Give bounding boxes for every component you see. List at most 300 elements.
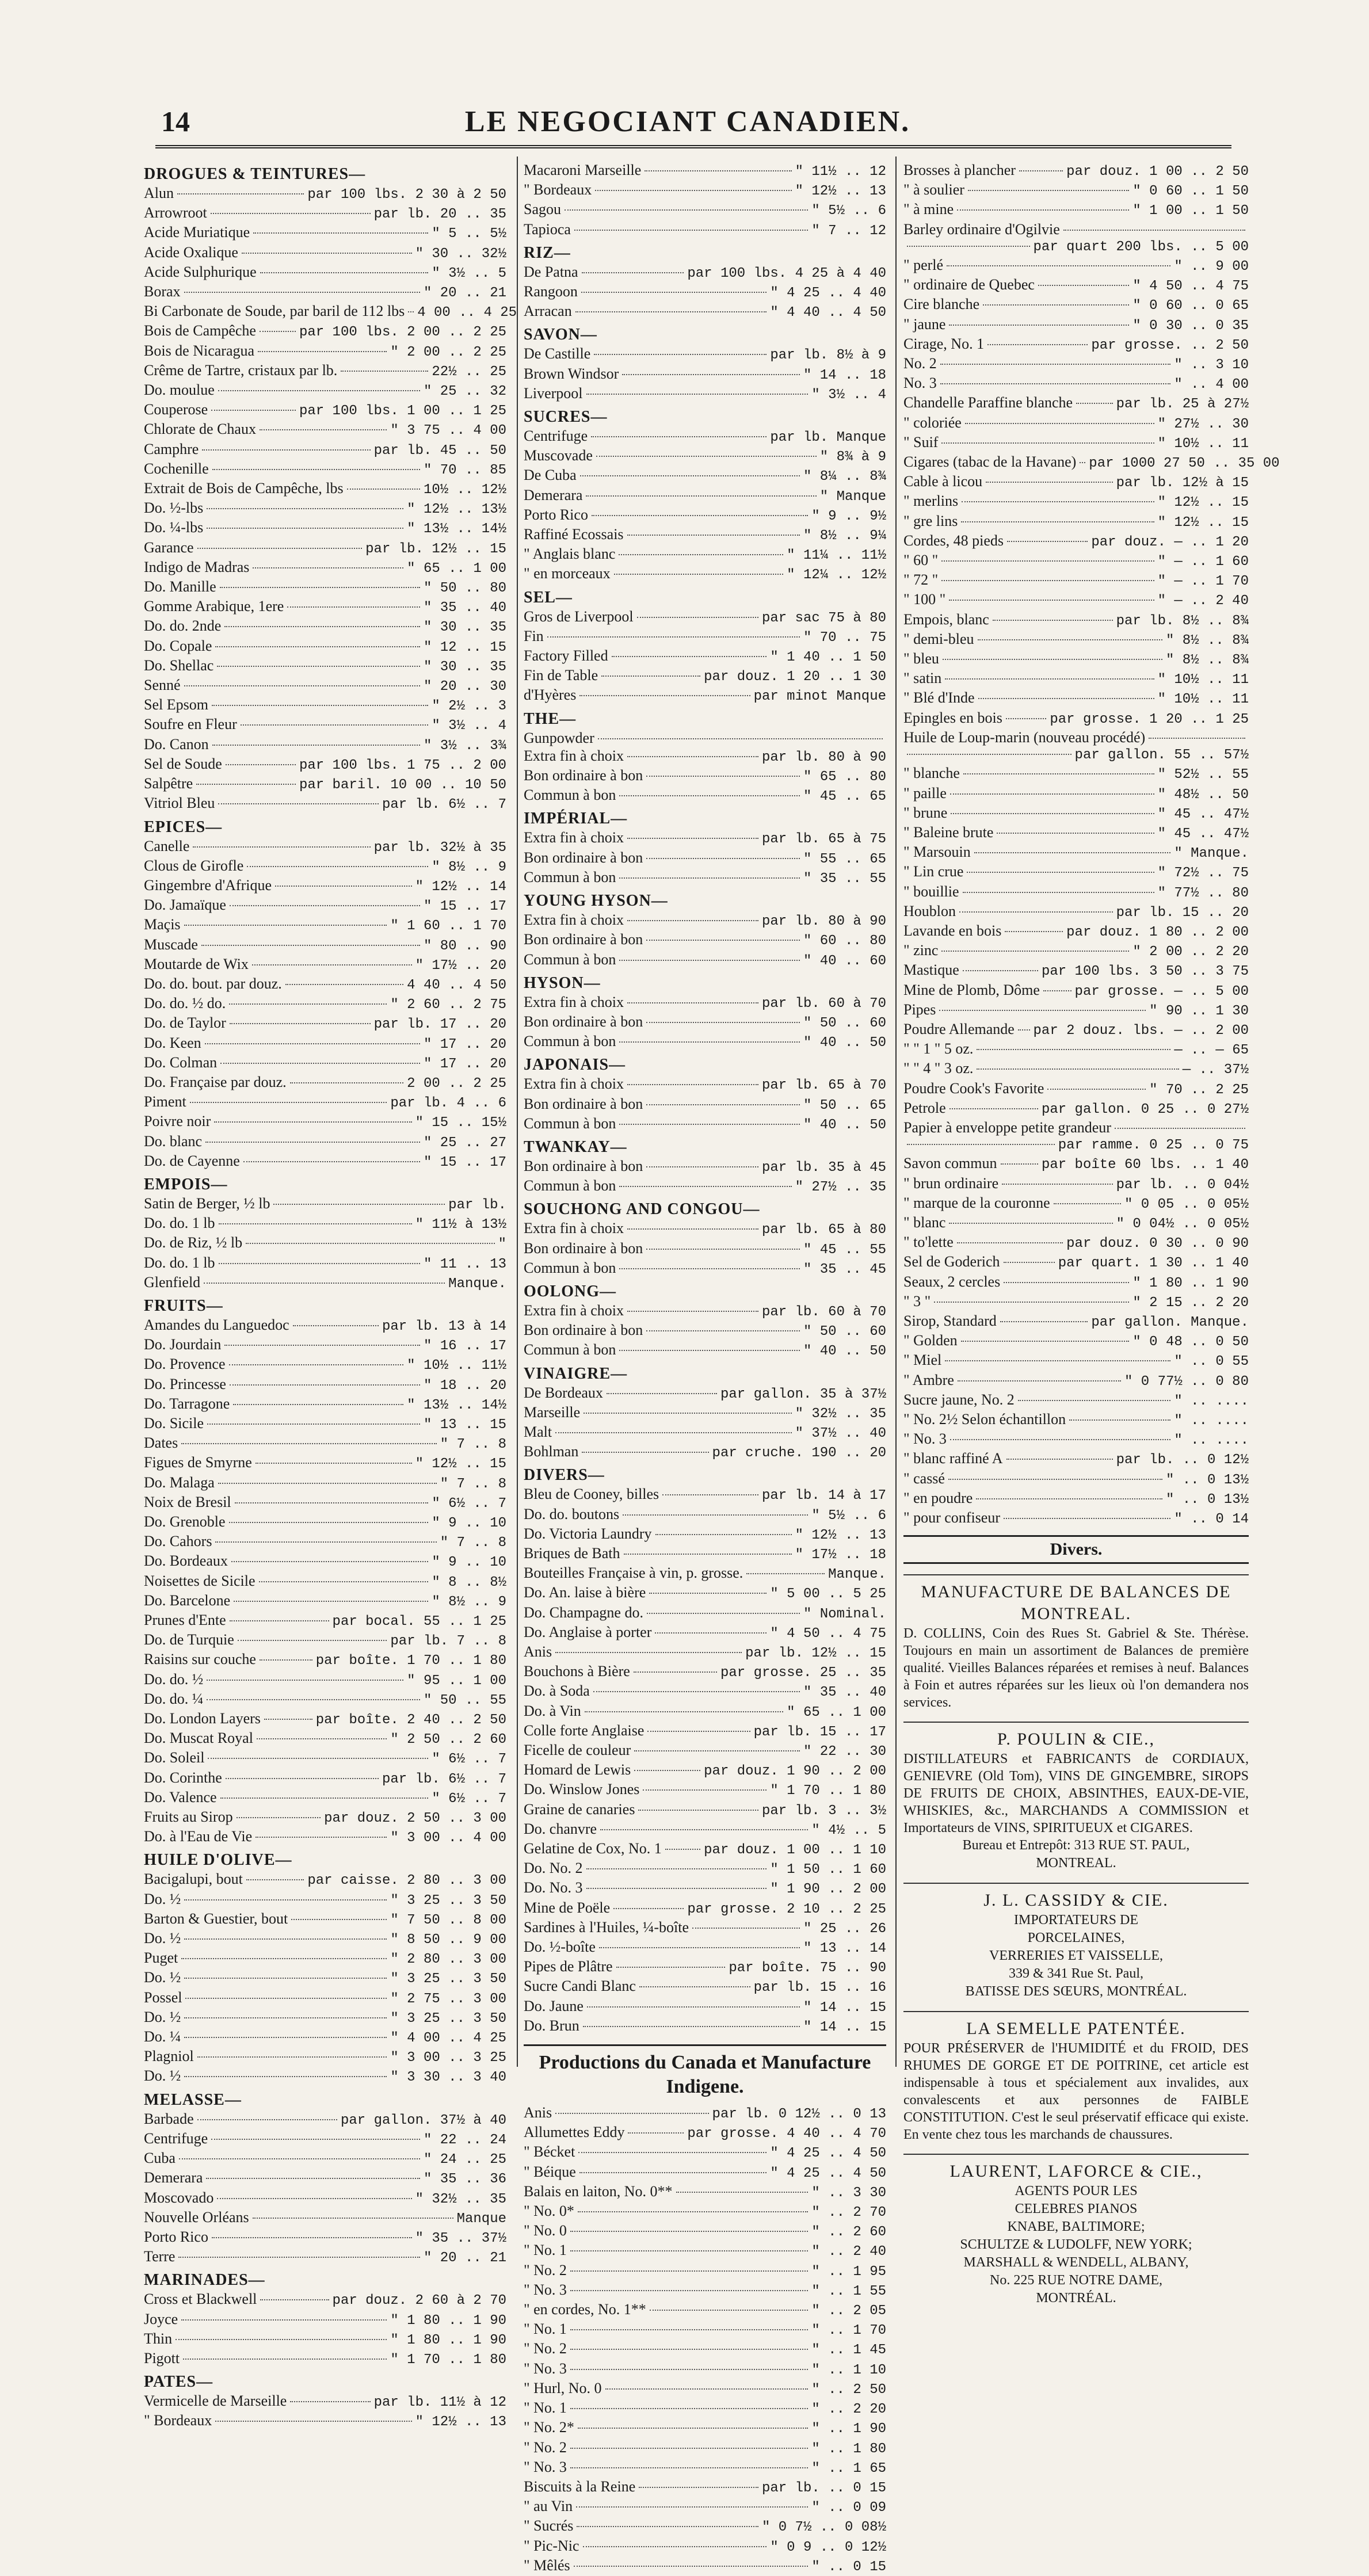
price-row bbox=[903, 669, 1249, 689]
price-row bbox=[144, 1631, 506, 1650]
item-label: Malt bbox=[524, 1423, 552, 1440]
item-price: par lb. 6½ .. 7 bbox=[382, 1771, 506, 1787]
item-label: Soufre en Fleur bbox=[144, 716, 237, 733]
leader-dots bbox=[246, 1879, 304, 1880]
item-label: " Mêlés bbox=[524, 2556, 570, 2574]
price-row bbox=[144, 2330, 506, 2349]
item-label: Joyce bbox=[144, 2310, 178, 2327]
item-label: Poudre Cook's Favorite bbox=[903, 1079, 1044, 1097]
price-row bbox=[144, 1132, 506, 1152]
item-price: " 6½ .. 7 bbox=[432, 1495, 506, 1512]
leader-dots bbox=[408, 311, 414, 312]
leader-dots bbox=[212, 2237, 412, 2238]
item-price: " 13 .. 15 bbox=[423, 1417, 506, 1433]
item-price: " .. 1 80 bbox=[811, 2441, 886, 2457]
price-row bbox=[903, 961, 1249, 980]
item-label: Bois de Campêche bbox=[144, 322, 256, 339]
price-row bbox=[524, 1899, 886, 1918]
price-row bbox=[144, 2169, 506, 2188]
leader-dots bbox=[963, 892, 1154, 893]
price-row bbox=[903, 902, 1249, 922]
item-price: " 12½ .. 14 bbox=[415, 879, 506, 895]
item-label: Do. Anglaise à porter bbox=[524, 1623, 652, 1640]
item-label: Pipes bbox=[903, 1001, 936, 1018]
price-row bbox=[903, 650, 1249, 669]
leader-dots bbox=[215, 2421, 411, 2422]
leader-dots bbox=[1069, 1419, 1170, 1421]
leader-dots bbox=[581, 292, 767, 293]
item-label: Plagniol bbox=[144, 2048, 194, 2065]
leader-dots bbox=[945, 678, 1154, 680]
leader-dots bbox=[619, 877, 800, 879]
item-label: " Hurl, No. 0 bbox=[524, 2379, 602, 2396]
leader-dots bbox=[619, 795, 800, 796]
leader-dots bbox=[257, 1738, 387, 1739]
item-price: " 14 .. 15 bbox=[803, 1999, 886, 2016]
leader-dots bbox=[639, 1986, 750, 1987]
item-label: Arracan bbox=[524, 303, 572, 320]
leader-dots bbox=[184, 1899, 387, 1900]
item-price: " 3½ .. 4 bbox=[432, 718, 506, 734]
item-label: Lavande en bois bbox=[903, 922, 1002, 939]
leader-dots bbox=[940, 364, 1171, 365]
leader-dots bbox=[948, 1479, 1162, 1480]
item-price: " 4 40 .. 4 50 bbox=[770, 305, 886, 321]
item-label: Do. Corinthe bbox=[144, 1769, 222, 1786]
item-label: Homard de Lewis bbox=[524, 1761, 631, 1779]
price-row bbox=[144, 1709, 506, 1729]
leader-dots bbox=[1063, 230, 1245, 231]
price-column-3 bbox=[903, 161, 1280, 2307]
price-row bbox=[144, 1729, 506, 1749]
item-label: Biscuits à la Reine bbox=[524, 2478, 636, 2495]
price-row bbox=[524, 263, 886, 283]
item-label: Extra fin à choix bbox=[524, 829, 624, 846]
item-price: " 3 25 .. 3 50 bbox=[390, 1892, 506, 1909]
leader-dots bbox=[196, 784, 296, 785]
leader-dots bbox=[600, 1829, 808, 1830]
leader-dots bbox=[570, 2270, 808, 2272]
price-row bbox=[903, 1233, 1249, 1253]
leader-dots bbox=[183, 2359, 387, 2360]
leader-dots bbox=[207, 528, 403, 529]
item-label: " cassé bbox=[903, 1470, 945, 1487]
item-label: Do. Valence bbox=[144, 1788, 217, 1806]
leader-dots bbox=[950, 1439, 1170, 1440]
item-price: par lb. 15 .. 16 bbox=[753, 1980, 886, 1996]
price-row bbox=[524, 1505, 886, 1525]
price-row bbox=[144, 1808, 506, 1827]
item-price: " 4 50 .. 4 75 bbox=[1132, 278, 1249, 295]
item-price: " 2½ .. 3 bbox=[432, 699, 506, 715]
price-row bbox=[144, 2008, 506, 2028]
leader-dots bbox=[217, 2198, 411, 2199]
price-row bbox=[144, 1749, 506, 1768]
item-price: " .. 3 30 bbox=[811, 2185, 886, 2201]
item-label: No. 3 bbox=[903, 375, 937, 392]
item-label: Acide Muriatique bbox=[144, 224, 250, 241]
item-label: Do. ½ bbox=[144, 1890, 181, 1907]
item-label: Balais en laiton, No. 0** bbox=[524, 2182, 673, 2200]
item-label: Do. Champagne do. bbox=[524, 1604, 643, 1621]
price-row bbox=[144, 1093, 506, 1112]
leader-dots bbox=[212, 469, 420, 470]
item-label: Do. Manille bbox=[144, 578, 216, 596]
price-row bbox=[144, 1112, 506, 1132]
advertisement-line: Bureau et Entrepôt: 313 RUE ST. PAUL, bbox=[962, 1838, 1190, 1853]
price-row bbox=[524, 2202, 886, 2222]
leader-dots bbox=[619, 1186, 791, 1187]
item-label: Fin de Table bbox=[524, 667, 598, 684]
item-label: Mastique bbox=[903, 961, 959, 979]
price-row bbox=[903, 746, 1249, 764]
item-price: par cruche. 190 .. 20 bbox=[712, 1445, 886, 1461]
price-row bbox=[903, 1040, 1249, 1059]
leader-dots bbox=[235, 1502, 429, 1503]
item-label: Marseille bbox=[524, 1403, 581, 1421]
item-label: Bon ordinaire à bon bbox=[524, 1095, 643, 1112]
item-label: Do. de Riz, ½ lb bbox=[144, 1234, 243, 1251]
price-row bbox=[524, 486, 886, 506]
leader-dots bbox=[957, 1242, 1063, 1243]
price-row bbox=[144, 283, 506, 302]
item-label: Vermicelle de Marseille bbox=[144, 2392, 287, 2410]
item-price: " 1 70 .. 1 80 bbox=[390, 2352, 506, 2368]
leader-dots bbox=[260, 429, 387, 430]
leader-dots bbox=[959, 911, 1113, 913]
leader-dots bbox=[968, 190, 1129, 191]
item-label: Bon ordinaire à bon bbox=[524, 1157, 643, 1174]
item-price: " 3½ .. 5 bbox=[432, 265, 506, 281]
item-label: " bouillie bbox=[903, 883, 959, 900]
item-label: Do. ½-lbs bbox=[144, 499, 204, 517]
leader-dots bbox=[983, 304, 1129, 306]
item-label: Do. do. bout. par douz. bbox=[144, 975, 282, 992]
item-label: De Bordeaux bbox=[524, 1384, 603, 1401]
price-row bbox=[144, 578, 506, 597]
item-label: Glenfield bbox=[144, 1273, 201, 1291]
leader-dots bbox=[177, 193, 304, 194]
header-rule bbox=[155, 145, 1231, 148]
item-price: " .. 1 95 bbox=[811, 2264, 886, 2280]
price-row bbox=[144, 2392, 506, 2411]
price-row bbox=[144, 342, 506, 361]
item-price: par douz. 1 80 .. 2 00 bbox=[1066, 924, 1249, 940]
item-price: " .. 0 14 bbox=[1174, 1512, 1249, 1528]
item-price: " 60 .. 80 bbox=[803, 933, 886, 949]
section-heading: VINAIGRE— bbox=[524, 1364, 628, 1383]
item-price: " 35 .. 55 bbox=[803, 871, 886, 887]
item-price: " 25 .. 26 bbox=[803, 1921, 886, 1937]
price-row bbox=[903, 414, 1249, 433]
item-price: " .. 1 55 bbox=[811, 2283, 886, 2299]
leader-dots bbox=[184, 2037, 387, 2038]
leader-dots bbox=[184, 1978, 387, 1979]
item-price: " 35 .. 36 bbox=[423, 2172, 506, 2188]
price-row bbox=[144, 1910, 506, 1929]
price-row bbox=[144, 1650, 506, 1670]
price-row bbox=[524, 466, 886, 486]
item-label: Senné bbox=[144, 677, 181, 694]
item-label: Clous de Girofle bbox=[144, 857, 244, 874]
item-price: par grosse. .. 2 50 bbox=[1091, 337, 1249, 353]
item-price: " .. .... bbox=[1174, 1433, 1249, 1449]
item-price: " 48½ .. 50 bbox=[1157, 787, 1249, 803]
item-price: " 15 .. 17 bbox=[423, 899, 506, 915]
leader-dots bbox=[205, 1043, 420, 1044]
leader-dots bbox=[945, 1360, 1170, 1361]
leader-dots bbox=[598, 738, 883, 739]
leader-dots bbox=[1001, 1163, 1038, 1165]
page-number: 14 bbox=[161, 105, 190, 138]
price-row bbox=[903, 1079, 1249, 1099]
price-row bbox=[524, 2222, 886, 2241]
item-label: Cochenille bbox=[144, 460, 209, 477]
leader-dots bbox=[1043, 990, 1071, 991]
leader-dots bbox=[197, 2056, 387, 2058]
item-price: " 45 .. 55 bbox=[803, 1242, 886, 1258]
leader-dots bbox=[934, 1302, 1129, 1303]
item-price: " — .. 1 60 bbox=[1157, 554, 1249, 570]
advertisement-title: MANUFACTURE DE BALANCES DE MONTREAL. bbox=[903, 1574, 1249, 1625]
leader-dots bbox=[746, 1573, 825, 1574]
item-price: " 1 50 .. 1 60 bbox=[770, 1862, 886, 1878]
section-heading: Productions du Canada et Manufacture Indigene. bbox=[524, 2044, 886, 2099]
item-label: Do. à Vin bbox=[524, 1702, 581, 1719]
price-row bbox=[524, 627, 886, 647]
item-label: " gre lins bbox=[903, 512, 958, 529]
item-label: Do. Colman bbox=[144, 1054, 218, 1071]
item-label: Tapioca bbox=[524, 220, 571, 238]
price-row bbox=[524, 1682, 886, 1701]
item-price: par 2 douz. lbs. — .. 2 00 bbox=[1033, 1022, 1249, 1039]
price-row bbox=[524, 666, 886, 686]
item-price: " .. 2 60 bbox=[811, 2224, 886, 2241]
section-heading: EMPOIS— bbox=[144, 1175, 228, 1193]
item-label: Bon ordinaire à bon bbox=[524, 849, 643, 866]
price-row bbox=[144, 1054, 506, 1073]
leader-dots bbox=[290, 2401, 370, 2402]
item-price: " 13½ .. 14½ bbox=[407, 521, 506, 537]
item-label: Bohlman bbox=[524, 1443, 579, 1460]
price-row bbox=[524, 1075, 886, 1094]
item-price: par lb. .. 0 04½ bbox=[1116, 1177, 1249, 1193]
advertisement-line: 339 & 341 Rue St. Paul, bbox=[1008, 1966, 1143, 1982]
item-price: " .. 0 15 bbox=[811, 2559, 886, 2575]
leader-dots bbox=[647, 1731, 750, 1732]
item-price: " 13½ .. 14½ bbox=[407, 1397, 506, 1413]
price-row bbox=[524, 2163, 886, 2182]
item-price: par lb. 35 à 45 bbox=[761, 1159, 886, 1176]
price-row bbox=[144, 1611, 506, 1631]
item-label: Extra fin à choix bbox=[524, 993, 624, 1010]
leader-dots bbox=[575, 311, 767, 312]
item-price: " 2 75 .. 3 00 bbox=[390, 1991, 506, 2007]
leader-dots bbox=[1007, 541, 1088, 542]
price-row bbox=[524, 786, 886, 806]
price-row bbox=[524, 2123, 886, 2143]
item-price: " 4 25 .. 4 50 bbox=[770, 2165, 886, 2181]
item-price: " 12½ .. 15 bbox=[1157, 495, 1249, 511]
price-row bbox=[144, 2047, 506, 2067]
price-row bbox=[524, 2399, 886, 2418]
price-row bbox=[144, 1929, 506, 1949]
leader-dots bbox=[205, 1142, 420, 1143]
price-row bbox=[144, 518, 506, 538]
item-price: " 3 00 .. 4 00 bbox=[390, 1830, 506, 1846]
item-label: Do. do. ½ bbox=[144, 1670, 204, 1688]
leader-dots bbox=[634, 1770, 700, 1771]
price-row bbox=[524, 1977, 886, 1997]
leader-dots bbox=[578, 2211, 808, 2212]
section-heading: HYSON— bbox=[524, 974, 601, 992]
price-row bbox=[903, 295, 1249, 315]
leader-dots bbox=[220, 587, 420, 588]
item-label: Sel Epsom bbox=[144, 696, 208, 713]
price-row bbox=[903, 1312, 1249, 1331]
price-row bbox=[903, 1410, 1249, 1430]
price-row bbox=[524, 1604, 886, 1623]
item-label: Do. moulue bbox=[144, 381, 215, 399]
item-price: par lb. .. 0 15 bbox=[761, 2480, 886, 2496]
item-label: " Sucrés bbox=[524, 2517, 574, 2535]
item-label: Raffiné Ecossais bbox=[524, 526, 624, 543]
item-label: Gros de Liverpool bbox=[524, 608, 634, 625]
price-row bbox=[903, 551, 1249, 571]
item-price: " 95 .. 1 00 bbox=[407, 1673, 506, 1689]
price-row bbox=[903, 433, 1249, 453]
item-price: " 8¾ à 9 bbox=[819, 449, 886, 465]
price-row bbox=[524, 951, 886, 970]
item-label: Do. Jaune bbox=[524, 1997, 584, 2014]
item-label: Colle forte Anglaise bbox=[524, 1722, 645, 1739]
advertisement-line: No. 225 RUE NOTRE DAME, bbox=[990, 2273, 1162, 2288]
leader-dots bbox=[987, 344, 1088, 345]
leader-dots bbox=[646, 940, 800, 941]
leader-dots bbox=[637, 617, 758, 618]
item-label: Cordes, 48 pieds bbox=[903, 532, 1004, 549]
item-price: Manque. bbox=[828, 1567, 886, 1583]
item-label: " No. 2½ Selon échantillon bbox=[903, 1411, 1066, 1428]
item-price: " 8½ .. 9 bbox=[432, 859, 506, 875]
item-price: par lb. bbox=[448, 1197, 506, 1213]
price-row bbox=[144, 460, 506, 479]
item-label: " No. 3 bbox=[903, 1430, 947, 1448]
item-label: Sucre Candi Blanc bbox=[524, 1978, 636, 1995]
section-heading: YOUNG HYSON— bbox=[524, 892, 668, 910]
item-label: Fin bbox=[524, 627, 544, 644]
section-heading: SUCRES— bbox=[524, 408, 608, 426]
price-row bbox=[524, 608, 886, 627]
leader-dots bbox=[662, 1494, 758, 1495]
leader-dots bbox=[613, 1908, 684, 1909]
item-price: " 40 .. 60 bbox=[803, 953, 886, 969]
section-heading: THE— bbox=[524, 709, 577, 728]
item-price: " 0 9 .. 0 12½ bbox=[770, 2539, 886, 2555]
leader-dots bbox=[907, 1144, 1055, 1145]
leader-dots bbox=[233, 1404, 403, 1405]
price-row bbox=[144, 715, 506, 735]
item-label: " No. 2 bbox=[524, 2340, 567, 2357]
price-row bbox=[903, 941, 1249, 961]
price-row bbox=[144, 1453, 506, 1473]
price-row bbox=[524, 427, 886, 446]
item-price: par lb. 65 à 80 bbox=[761, 1222, 886, 1238]
section-heading: IMPÉRIAL— bbox=[524, 810, 628, 828]
price-row bbox=[524, 1583, 886, 1603]
price-row bbox=[144, 1989, 506, 2008]
item-label: Do. de Taylor bbox=[144, 1014, 226, 1032]
item-price: par lb. 8½ à 9 bbox=[770, 348, 886, 364]
item-price: " 8½ .. 8¾ bbox=[1165, 632, 1249, 648]
advertisement-title: LA SEMELLE PATENTÉE. bbox=[903, 2011, 1249, 2040]
price-row bbox=[524, 1157, 886, 1177]
item-price: " 1 00 .. 1 50 bbox=[1132, 203, 1249, 219]
item-label: Sel de Goderich bbox=[903, 1253, 1000, 1270]
leader-dots bbox=[579, 2172, 767, 2173]
item-price: " 2 60 .. 2 75 bbox=[390, 997, 506, 1013]
item-label: " Ambre bbox=[903, 1371, 954, 1388]
leader-dots bbox=[638, 1810, 758, 1811]
advertisement-text: DISTILLATEURS et FABRICANTS de CORDIAUX, GENIEVRE (Old Tom), VINS DE GINGEMBRE, SIROPS DE FRUITS DE CHOIX, ABSINTHES, EAUX-DE-VIE, WHISKIES, &c., MARCHANDS A COMMISSION et Importateurs de VINS, SPIRITUEUX et CIGARES. bbox=[903, 1751, 1249, 1836]
price-row bbox=[903, 512, 1249, 532]
item-price: " 2 15 .. 2 20 bbox=[1132, 1295, 1249, 1311]
advertisement-line: KNABE, BALTIMORE; bbox=[1007, 2219, 1145, 2235]
item-price: " .. 0 13½ bbox=[1165, 1472, 1249, 1488]
item-label: Nouvelle Orléans bbox=[144, 2208, 249, 2226]
leader-dots bbox=[181, 1958, 387, 1959]
price-row bbox=[144, 1234, 506, 1253]
price-row bbox=[524, 2241, 886, 2261]
price-row bbox=[524, 1918, 886, 1938]
item-price: par boîte. 75 .. 90 bbox=[729, 1960, 886, 1976]
price-row bbox=[524, 1643, 886, 1662]
price-row bbox=[524, 1859, 886, 1879]
item-price: par 1000 27 50 .. 35 00 bbox=[1089, 456, 1280, 472]
leader-dots bbox=[253, 232, 428, 234]
item-label: Do. do. boutons bbox=[524, 1505, 620, 1522]
item-price: " 65 .. 80 bbox=[803, 769, 886, 785]
item-label: Moutarde de Wix bbox=[144, 955, 249, 972]
item-label: " Suif bbox=[903, 433, 939, 451]
item-label: Chandelle Paraffine blanche bbox=[903, 394, 1073, 411]
leader-dots bbox=[193, 846, 370, 848]
item-price: " 4 25 .. 4 50 bbox=[770, 2146, 886, 2162]
leader-dots bbox=[1004, 1518, 1170, 1519]
item-price: par lb. Manque bbox=[770, 430, 886, 446]
price-row bbox=[524, 1177, 886, 1196]
leader-dots bbox=[586, 1868, 767, 1869]
price-row bbox=[144, 1870, 506, 1890]
price-row bbox=[144, 1273, 506, 1293]
item-price: " 4½ .. 5 bbox=[811, 1822, 886, 1838]
leader-dots bbox=[241, 724, 429, 726]
price-row bbox=[144, 2247, 506, 2267]
price-row bbox=[524, 161, 886, 181]
item-price: par sac 75 à 80 bbox=[761, 610, 886, 626]
column-divider bbox=[517, 157, 518, 2067]
leader-dots bbox=[586, 1888, 767, 1889]
item-label: " perlé bbox=[903, 257, 944, 274]
advertisement-line: IMPORTATEURS DE bbox=[1014, 1913, 1138, 1928]
item-price: " 2 00 .. 2 20 bbox=[1132, 944, 1249, 960]
leader-dots bbox=[614, 574, 784, 575]
item-label: " jaune bbox=[903, 315, 946, 333]
item-price: par bocal. 55 .. 1 25 bbox=[332, 1614, 506, 1630]
section-heading: EPICES— bbox=[144, 818, 223, 836]
item-label: Bouteilles Française à vin, p. grosse. bbox=[524, 1564, 743, 1582]
item-price: " 1 60 .. 1 70 bbox=[390, 918, 506, 934]
